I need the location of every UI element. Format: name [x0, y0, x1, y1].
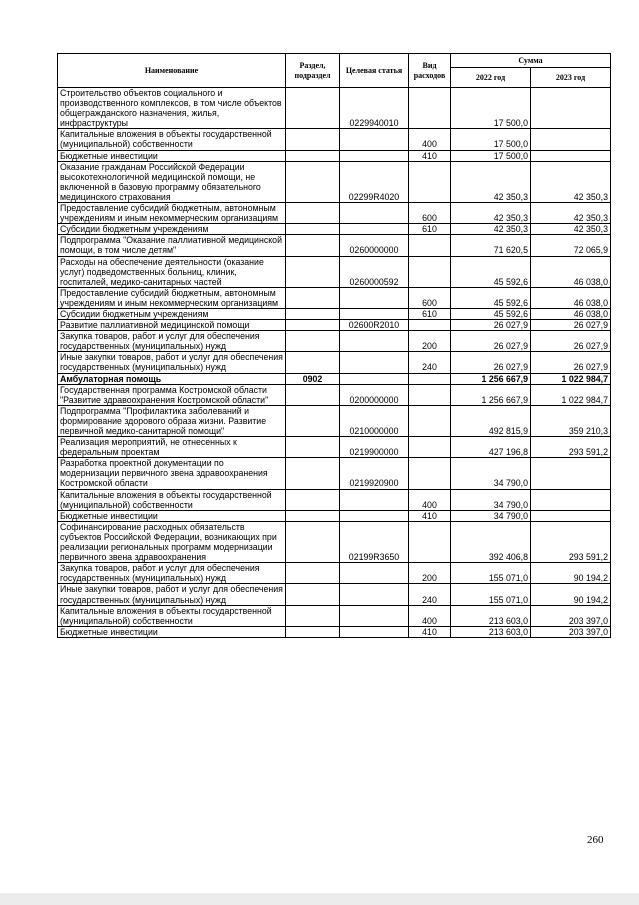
table-row — [58, 287, 611, 308]
row-name: Софинансирование расходных обязательств субъектов Российской Федерации, возникающих при реализации региональных программ модернизации первичного звена здравоохранения — [58, 521, 286, 562]
row-section: 0902 — [286, 373, 340, 384]
row-kind — [409, 320, 451, 331]
row-sum-2023 — [531, 129, 611, 150]
row-sum-2023: 1 022 984,7 — [531, 373, 611, 384]
row-name: Подпрограмма "Профилактика заболеваний и формирование здорового образа жизни. Развитие первичной медико-санитарной помощи" — [58, 405, 286, 436]
row-sum-2022: 427 196,8 — [451, 437, 531, 458]
row-target: 0260000000 — [340, 235, 409, 256]
row-sum-2022: 71 620,5 — [451, 235, 531, 256]
row-sum-2023: 90 194,2 — [531, 584, 611, 605]
table-row — [58, 352, 611, 373]
table-row — [58, 489, 611, 510]
row-section — [286, 521, 340, 562]
row-name: Бюджетные инвестиции — [58, 626, 286, 637]
row-sum-2023: 46 038,0 — [531, 287, 611, 308]
row-kind — [409, 235, 451, 256]
row-name: Иные закупки товаров, работ и услуг для обеспечения государственных (муниципальных) нужд — [58, 584, 286, 605]
row-sum-2023: 359 210,3 — [531, 405, 611, 436]
row-sum-2022: 155 071,0 — [451, 563, 531, 584]
header-year-2023: 2023 год — [531, 68, 611, 88]
row-sum-2022: 17 500,0 — [451, 129, 531, 150]
row-section — [286, 352, 340, 373]
row-name: Оказание гражданам Российской Федерации высокотехнологичной медицинской помощи, не включенной в базовую программу обязательного медицинского страхования — [58, 161, 286, 202]
row-section — [286, 88, 340, 129]
table-row — [58, 584, 611, 605]
row-section — [286, 331, 340, 352]
row-section — [286, 320, 340, 331]
table-row — [58, 405, 611, 436]
row-sum-2023 — [531, 489, 611, 510]
row-sum-2022: 392 406,8 — [451, 521, 531, 562]
row-kind: 600 — [409, 203, 451, 224]
row-kind — [409, 256, 451, 287]
row-name: Подпрограмма "Оказание паллиативной медицинской помощи, в том числе детям" — [58, 235, 286, 256]
table-row — [58, 521, 611, 562]
table-row — [58, 129, 611, 150]
row-sum-2022: 26 027,9 — [451, 320, 531, 331]
row-kind — [409, 373, 451, 384]
row-kind — [409, 161, 451, 202]
row-sum-2023: 293 591,2 — [531, 521, 611, 562]
table-row — [58, 510, 611, 521]
row-kind — [409, 405, 451, 436]
row-name: Предоставление субсидий бюджетным, автономным учреждениям и иным некоммерческим организациям — [58, 287, 286, 308]
row-kind: 200 — [409, 563, 451, 584]
row-target: 02199R3650 — [340, 521, 409, 562]
row-kind: 200 — [409, 331, 451, 352]
row-sum-2022: 1 256 667,9 — [451, 373, 531, 384]
table-row — [58, 150, 611, 161]
row-kind: 610 — [409, 308, 451, 319]
row-sum-2023: 72 065,9 — [531, 235, 611, 256]
row-section — [286, 161, 340, 202]
row-sum-2022: 492 815,9 — [451, 405, 531, 436]
row-name: Закупка товаров, работ и услуг для обеспечения государственных (муниципальных) нужд — [58, 331, 286, 352]
table-row — [58, 203, 611, 224]
row-name: Государственная программа Костромской области "Развитие здравоохранения Костромской области" — [58, 384, 286, 405]
row-kind: 400 — [409, 489, 451, 510]
row-name: Субсидии бюджетным учреждениям — [58, 224, 286, 235]
table-row — [58, 384, 611, 405]
row-target — [340, 510, 409, 521]
row-kind: 610 — [409, 224, 451, 235]
row-target — [340, 331, 409, 352]
row-sum-2022: 34 790,0 — [451, 489, 531, 510]
row-sum-2022: 155 071,0 — [451, 584, 531, 605]
row-sum-2023 — [531, 150, 611, 161]
table-row — [58, 626, 611, 637]
budget-table — [57, 53, 611, 638]
row-sum-2022: 34 790,0 — [451, 458, 531, 489]
row-sum-2023: 46 038,0 — [531, 256, 611, 287]
row-kind: 410 — [409, 626, 451, 637]
row-sum-2022: 213 603,0 — [451, 605, 531, 626]
row-section — [286, 605, 340, 626]
scan-footer-band — [0, 893, 639, 905]
table-row — [58, 161, 611, 202]
row-target: 02299R4020 — [340, 161, 409, 202]
row-kind — [409, 384, 451, 405]
row-sum-2023: 42 350,3 — [531, 161, 611, 202]
row-name: Строительство объектов социального и производственного комплексов, в том числе объектов общегражданского назначения, жилья, инфраструктуры — [58, 88, 286, 129]
row-name: Закупка товаров, работ и услуг для обеспечения государственных (муниципальных) нужд — [58, 563, 286, 584]
row-target — [340, 308, 409, 319]
row-sum-2022: 17 500,0 — [451, 88, 531, 129]
row-target — [340, 129, 409, 150]
row-sum-2022: 34 790,0 — [451, 510, 531, 521]
row-name: Разработка проектной документации по модернизации первичного звена здравоохранения Костромской области — [58, 458, 286, 489]
row-section — [286, 489, 340, 510]
row-sum-2022: 213 603,0 — [451, 626, 531, 637]
header-year-2022: 2022 год — [451, 68, 531, 88]
row-section — [286, 150, 340, 161]
row-sum-2022: 17 500,0 — [451, 150, 531, 161]
row-section — [286, 626, 340, 637]
row-sum-2023: 42 350,3 — [531, 224, 611, 235]
row-section — [286, 510, 340, 521]
row-sum-2022: 45 592,6 — [451, 287, 531, 308]
row-target — [340, 605, 409, 626]
row-kind — [409, 437, 451, 458]
row-name: Субсидии бюджетным учреждениям — [58, 308, 286, 319]
row-sum-2023: 293 591,2 — [531, 437, 611, 458]
row-kind — [409, 458, 451, 489]
row-sum-2023 — [531, 510, 611, 521]
row-section — [286, 203, 340, 224]
row-section — [286, 437, 340, 458]
header-name: Наименование — [58, 54, 286, 88]
row-name: Развитие паллиативной медицинской помощи — [58, 320, 286, 331]
row-sum-2022: 42 350,3 — [451, 203, 531, 224]
row-section — [286, 129, 340, 150]
row-target — [340, 287, 409, 308]
row-sum-2023: 203 397,0 — [531, 626, 611, 637]
row-sum-2022: 42 350,3 — [451, 224, 531, 235]
row-name: Капитальные вложения в объекты государственной (муниципальной) собственности — [58, 489, 286, 510]
header-target: Целевая статья — [340, 54, 409, 88]
row-name: Капитальные вложения в объекты государственной (муниципальной) собственности — [58, 605, 286, 626]
row-section — [286, 405, 340, 436]
row-name: Расходы на обеспечение деятельности (оказание услуг) подведомственных больниц, клиник, госпиталей, медико-санитарных частей — [58, 256, 286, 287]
row-target: 0229940010 — [340, 88, 409, 129]
row-sum-2023 — [531, 458, 611, 489]
header-kind: Вид расходов — [409, 54, 451, 88]
row-section — [286, 308, 340, 319]
row-section — [286, 224, 340, 235]
row-name: Реализация мероприятий, не отнесенных к федеральным проектам — [58, 437, 286, 458]
row-kind: 400 — [409, 605, 451, 626]
table-body — [58, 88, 611, 638]
row-section — [286, 256, 340, 287]
row-section — [286, 458, 340, 489]
page-number: 260 — [587, 834, 604, 846]
row-sum-2023: 26 027,9 — [531, 320, 611, 331]
row-sum-2022: 45 592,6 — [451, 256, 531, 287]
row-sum-2022: 26 027,9 — [451, 352, 531, 373]
row-name: Бюджетные инвестиции — [58, 150, 286, 161]
row-sum-2023: 42 350,3 — [531, 203, 611, 224]
row-sum-2022: 1 256 667,9 — [451, 384, 531, 405]
row-target — [340, 352, 409, 373]
row-kind: 410 — [409, 150, 451, 161]
row-target — [340, 584, 409, 605]
row-kind: 240 — [409, 352, 451, 373]
row-kind — [409, 88, 451, 129]
row-sum-2023: 26 027,9 — [531, 331, 611, 352]
row-sum-2023: 90 194,2 — [531, 563, 611, 584]
table-row — [58, 88, 611, 129]
table-row — [58, 458, 611, 489]
table-row — [58, 437, 611, 458]
row-section — [286, 584, 340, 605]
row-sum-2023: 46 038,0 — [531, 308, 611, 319]
row-target — [340, 373, 409, 384]
row-target — [340, 563, 409, 584]
row-section — [286, 563, 340, 584]
row-sum-2023: 26 027,9 — [531, 352, 611, 373]
row-target: 02600R2010 — [340, 320, 409, 331]
table-row — [58, 373, 611, 384]
header-sum: Сумма — [451, 54, 611, 68]
header-section: Раздел, подраздел — [286, 54, 340, 88]
row-kind: 240 — [409, 584, 451, 605]
row-section — [286, 235, 340, 256]
row-target: 0260000592 — [340, 256, 409, 287]
row-name: Капитальные вложения в объекты государственной (муниципальной) собственности — [58, 129, 286, 150]
row-name: Предоставление субсидий бюджетным, автономным учреждениям и иным некоммерческим организациям — [58, 203, 286, 224]
table-header — [58, 54, 611, 88]
row-target: 0219900000 — [340, 437, 409, 458]
row-kind: 600 — [409, 287, 451, 308]
row-sum-2023: 1 022 984,7 — [531, 384, 611, 405]
row-sum-2022: 26 027,9 — [451, 331, 531, 352]
row-name: Амбулаторная помощь — [58, 373, 286, 384]
table-row — [58, 320, 611, 331]
row-kind: 410 — [409, 510, 451, 521]
row-target — [340, 224, 409, 235]
table-row — [58, 563, 611, 584]
row-target: 0200000000 — [340, 384, 409, 405]
table-row — [58, 224, 611, 235]
row-target — [340, 203, 409, 224]
table-row — [58, 235, 611, 256]
row-section — [286, 384, 340, 405]
row-target: 0219920900 — [340, 458, 409, 489]
table-row — [58, 308, 611, 319]
row-sum-2022: 45 592,6 — [451, 308, 531, 319]
table-row — [58, 605, 611, 626]
row-sum-2023 — [531, 88, 611, 129]
row-target: 0210000000 — [340, 405, 409, 436]
table-row — [58, 331, 611, 352]
row-name: Иные закупки товаров, работ и услуг для обеспечения государственных (муниципальных) нужд — [58, 352, 286, 373]
row-name: Бюджетные инвестиции — [58, 510, 286, 521]
row-kind: 400 — [409, 129, 451, 150]
row-sum-2023: 203 397,0 — [531, 605, 611, 626]
table-row — [58, 256, 611, 287]
row-section — [286, 287, 340, 308]
row-kind — [409, 521, 451, 562]
row-sum-2022: 42 350,3 — [451, 161, 531, 202]
row-target — [340, 489, 409, 510]
row-target — [340, 626, 409, 637]
row-target — [340, 150, 409, 161]
